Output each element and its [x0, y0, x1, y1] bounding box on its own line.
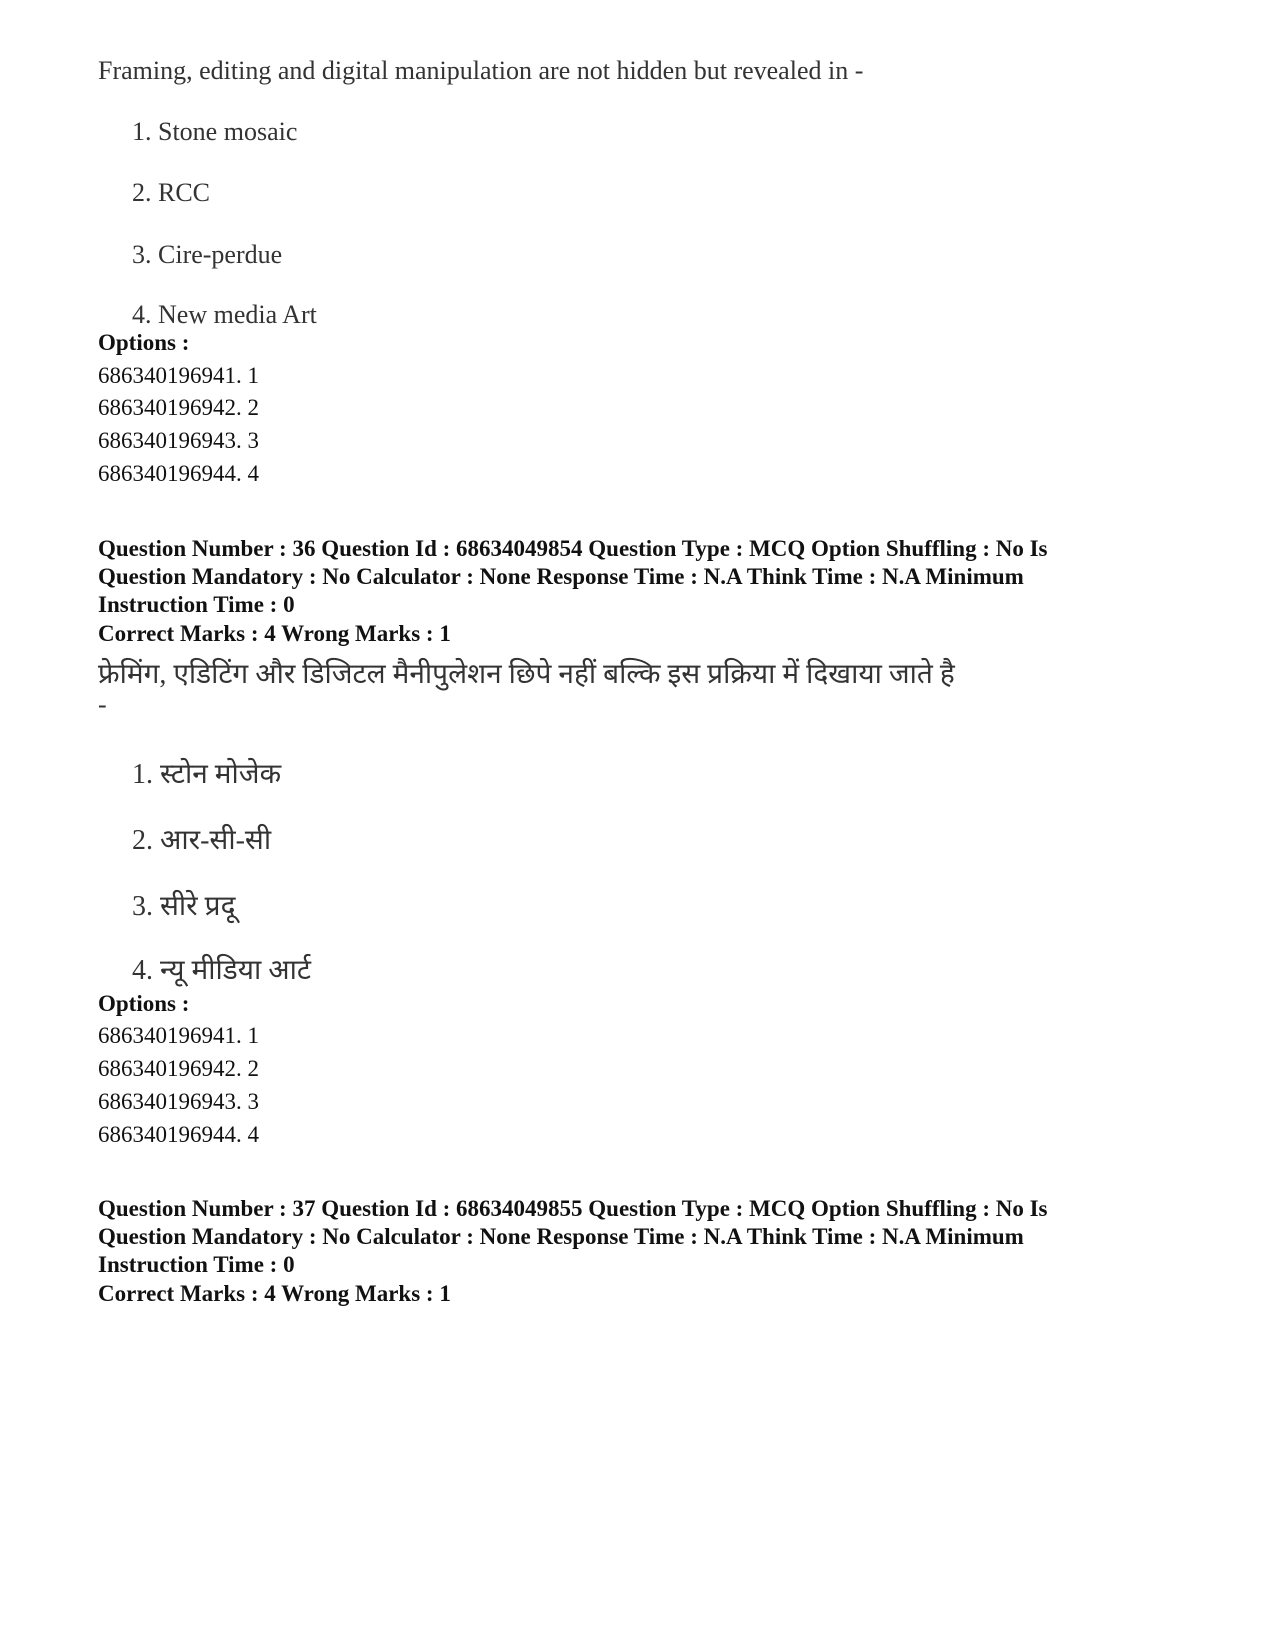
q36-item-1: 1. स्टोन मोजेक — [132, 759, 282, 790]
q36-meta-line-3: Instruction Time : 0 — [98, 592, 295, 617]
q36-stem: फ्रेमिंग, एडिटिंग और डिजिटल मैनीपुलेशन छिपे नहीं बल्कि इस प्रक्रिया में दिखाया जाते है — [98, 659, 955, 690]
q36-item-4: 4. न्यू मीडिया आर्ट — [132, 955, 311, 986]
q36-option-1: 686340196941. 1 — [98, 1023, 259, 1048]
q35-item-4: 4. New media Art — [132, 300, 317, 329]
q36-item-3: 3. सीरे प्रदू — [132, 891, 236, 922]
q35-option-3: 686340196943. 3 — [98, 428, 259, 453]
q35-option-2: 686340196942. 2 — [98, 395, 259, 420]
q36-option-3: 686340196943. 3 — [98, 1089, 259, 1114]
q37-meta — [98, 1195, 1198, 1279]
q35-options-label: Options : — [98, 330, 190, 355]
q36-meta-line-2: Question Mandatory : No Calculator : None Response Time : N.A Think Time : N.A Minimum — [98, 564, 1024, 589]
q35-stem: Framing, editing and digital manipulation are not hidden but revealed in - — [98, 56, 864, 85]
q37-meta-line-1: Question Number : 37 Question Id : 68634049855 Question Type : MCQ Option Shuffling : No Is — [98, 1196, 1048, 1221]
q36-stem-dash: - — [98, 690, 107, 719]
q35-item-3: 3. Cire-perdue — [132, 240, 283, 269]
q36-meta-line-1: Question Number : 36 Question Id : 68634049854 Question Type : MCQ Option Shuffling : No Is — [98, 536, 1048, 561]
q35-option-1: 686340196941. 1 — [98, 363, 259, 388]
q35-item-2: 2. RCC — [132, 178, 211, 207]
q36-option-4: 686340196944. 4 — [98, 1122, 259, 1147]
q36-marks: Correct Marks : 4 Wrong Marks : 1 — [98, 621, 451, 646]
q37-meta-line-3: Instruction Time : 0 — [98, 1252, 295, 1277]
q37-meta-line-2: Question Mandatory : No Calculator : None Response Time : N.A Think Time : N.A Minimum — [98, 1224, 1024, 1249]
q36-options-label: Options : — [98, 991, 190, 1016]
q35-option-4: 686340196944. 4 — [98, 461, 259, 486]
q36-meta — [98, 535, 1198, 619]
q36-item-2: 2. आर-सी-सी — [132, 825, 272, 856]
q36-option-2: 686340196942. 2 — [98, 1056, 259, 1081]
q35-item-1: 1. Stone mosaic — [132, 117, 298, 146]
q37-marks: Correct Marks : 4 Wrong Marks : 1 — [98, 1281, 451, 1306]
